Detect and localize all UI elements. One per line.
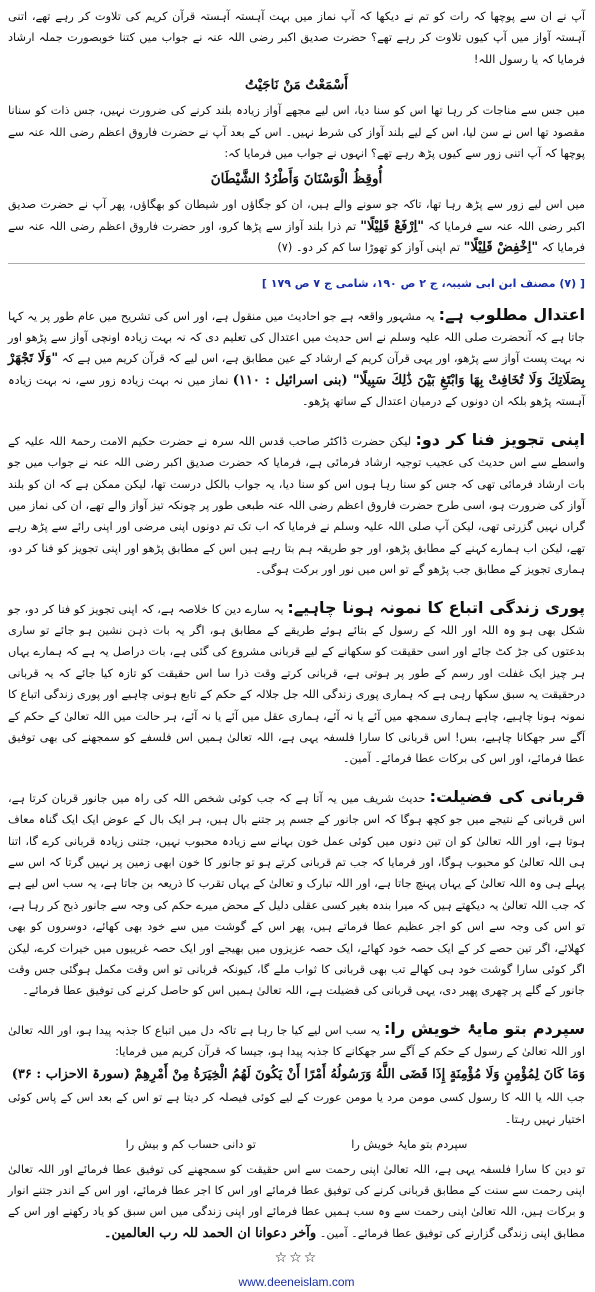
footnote-divider xyxy=(8,263,585,264)
footnote-reference: [ (۷) مصنف ابن ابی شیبہ، ج ۲ ص ۱۹۰، شامی ج ۷ ص ۱۷۹ ] xyxy=(261,276,585,290)
final-text: تو دین کا سارا فلسفہ یہی ہے، اللہ تعالیٰ اپنی رحمت سے اس حقیقت کو سمجھنے کی توفیق عطا فرمائے اور اللہ تعالیٰ اپنی رحمت سے سنت کے مطابق قربانی کرنے کی توفیق عطا فرمائے اور اس کا اجر عطا فرمائے، اور اس کے اندر جتنے انوار و برکات ہیں، اللہ تعالیٰ اپنی رحمت سے وہ سب ہمیں عطا فرمائے اور اپنی زندگی میں اس سبق کو یاد رکھنے اور اس کے مطابق اپنی زندگی گزارنے کی توفیق عطا فرمائے۔ آمین۔ xyxy=(8,1162,585,1240)
section-fazilat xyxy=(8,786,585,1002)
paragraph-3-text-c: تم اپنی آواز کو تھوڑا سا کم کر دو۔ (۷) xyxy=(277,241,461,255)
etidal-verse: "وَلَا تَجْهَرْ بِصَلَاتِكَ وَلَا تُخَافِتْ بِهَا وَابْتَغِ بَيْنَ ذَٰلِكَ سَبِيلًا" (بنی اسرائیل : ۱۱۰) xyxy=(8,351,586,388)
arabic-quote-2: أُوقِظُ الْوَسْنَانَ وَأَطْرُدُ الشَّيْطَانَ xyxy=(210,171,383,188)
section-etidal xyxy=(8,304,585,413)
section-tajweez xyxy=(8,429,585,581)
heading-tajweez: اپنی تجویز فنا کر دو: xyxy=(415,429,586,449)
persian-couplet xyxy=(8,1131,585,1159)
sar-text: یہ سب اس لیے کیا جا رہا ہے تاکہ دل میں اتباع کا جذبہ پیدا ہو، اور اللہ تعالیٰ اور اللہ تعالیٰ کے رسول کے حکم کے آگے سر جھکانے کا جذبہ پیدا ہو، جیسا کہ قرآن کریم میں فرمایا: xyxy=(8,1023,585,1059)
etidal-text-b: نماز میں نہ بہت زیادہ زور سے، نہ بہت زیادہ آہستہ پڑھو بلکہ ان دونوں کے درمیان اعتدال کے ساتھ پڑھو۔ xyxy=(8,373,585,409)
heading-sar: سپردم بتو مایۂ خویش را: xyxy=(383,1018,585,1038)
section-ittiba xyxy=(8,597,585,770)
heading-etidal: اعتدال مطلوب ہے: xyxy=(438,304,585,324)
section-sar xyxy=(8,1018,585,1063)
paragraph-3 xyxy=(8,194,585,258)
heading-ittiba: پوری زندگی اتباع کا نمونہ ہونا چاہیے: xyxy=(287,597,585,617)
etidal-text-a: یہ مشہور واقعہ ہے جو احادیث میں منقول ہے، اور اس کی تشریح میں عام طور پر یہ کہا جاتا ہے کہ آنحضرت صلی اللہ علیہ وسلم نے اس حدیث میں اعتدال کی تعلیم دی کہ نہ بہت زیادہ اونچی آواز سے پڑھو اور نہ بہت پست آواز سے پڑھو، اور یہی قرآن کریم کے ارشاد کے عین مطابق ہے، اس لیے کہ قرآن کریم میں ہے کہ xyxy=(8,309,585,366)
final-paragraph xyxy=(8,1159,585,1245)
couplet-line-2: تو دانی حساب کم و بیش را xyxy=(125,1137,256,1151)
paragraph-3-text-b: تم ذرا بلند آواز سے پڑھا کرو، اور حضرت فاروق اعظم رضی اللہ عنہ سے فرمایا کہ xyxy=(8,219,585,255)
ittiba-text: یہ سارے دین کا خلاصہ ہے، کہ اپنی تجویز کو فنا کر دو، جو شکل بھی ہو وہ اللہ اور اللہ کے رسول کے بتائے ہوئے طریقے کے مطابق ہو، اگر یہ بات ذہن نشین ہو جائے تو ساری بدعتوں کی جڑ کٹ جائے اور اسی حقیقت کو سکھانے کے لیے قربانی مشروع کی گئی ہے، بات دراصل یہ ہے کہ ہمارے یہاں ہر چیز ایک غفلت اور رسم کے طور پر ہوتی ہے، قربانی کرتے وقت ذرا سا اس حقیقت کو تازہ کیا جائے کہ یہ قربانی درحقیقت یہ سبق سکھا رہی ہے کہ ہماری پوری زندگی اللہ جل جلالہ کے حکم کے تابع ہونی چاہیے اور پوری زندگی اتباع کا نمونہ ہونا چاہیے، چاہے ہماری سمجھ میں آئے یا نہ آئے، ہماری عقل میں آئے یا نہ آئے، ہر حالت میں اللہ تعالیٰ کے حکم کے آگے سر جھکانا چاہیے، بس! اس قربانی کا سارا فلسفہ یہی ہے، اللہ تعالیٰ ہمیں اس فلسفے کو سمجھنے کی بھی توفیق عطا فرمائے، اور اس کی برکات عطا فرمائے۔ آمین۔ xyxy=(8,602,585,766)
heading-fazilat: قربانی کی فضیلت: xyxy=(429,786,585,806)
closing-dua: وآخر دعوانا ان الحمد للہ رب العالمین۔ xyxy=(103,1225,317,1241)
couplet-line-1: سپردم بتو مایۂ خویش را xyxy=(351,1137,468,1151)
tajweez-text: لیکن حضرت ڈاکٹر صاحب قدس اللہ سرہ نے حضرت حکیم الامت رحمۃ اللہ علیہ کے واسطے سے اس حدیث کی عجیب توجیہ ارشاد فرمائی ہے، فرمایا کہ حضرت صدیق اکبر رضی اللہ عنہ نے جواب میں جو بات ارشاد فرمائی تھی کہ جس کو سنا رہا ہوں اس کو سنا دیا، یہ جواب بالکل درست تھا، لیکن ممکن ہے کہ ان کو بلند آواز کی ضرورت ہو، اسی طرح حضرت فاروق اعظم رضی اللہ عنہ طبعی طور پر چونکہ تیز آواز والے تھے، ان کی نماز میں گراں نہیں گزرتی تھی، لیکن آپ صلی اللہ علیہ وسلم نے فرمایا کہ اب تک تم دونوں اپنی مرضی اور اپنی رائے سے پڑھ رہے تھے، لیکن اب ہمارے کہنے کے مطابق پڑھو، اور جو طریقہ ہم بتا رہے ہیں اس کے مطابق پڑھو اور اپنی تجویز کو فنا کر دو، ہماری تجویز کے مطابق جب پڑھو گے تو اس میں نور اور برکت ہوگی۔ xyxy=(8,434,585,577)
arabic-quote-1: أَسْمَعْتُ مَنْ نَاجَيْتُ xyxy=(244,77,349,94)
ahzab-verse: وَمَا كَانَ لِمُؤْمِنٍ وَلَا مُؤْمِنَةٍ إِذَا قَضَى اللَّهُ وَرَسُولُهُ أَمْرًا أَنْ يَكُونَ لَهُمُ الْخِيَرَةُ مِنْ أَمْرِهِمْ (سورۃ الاحزاب : ۳۶) xyxy=(11,1066,585,1082)
stars-divider: ☆☆☆ xyxy=(274,1250,319,1267)
paragraph-3-text-a: میں اس لیے زور سے پڑھ رہا تھا، تاکہ جو سونے والے ہیں، ان کو جگاؤں اور شیطان کو بھگاؤں، پھر آپ نے حضرت صدیق اکبر رضی اللہ عنہ سے فرمایا کہ xyxy=(8,198,586,233)
fazilat-text: حدیث شریف میں یہ آتا ہے کہ جب کوئی شخص اللہ کی راہ میں جانور قربان کرتا ہے، اس قربانی کے نتیجے میں جو کچھ ہوگا کہ اس جانور کے جسم پر جتنے بال ہیں، ہر ایک بال کے عوض ایک ایک گناہ معاف ہوتا ہے، اور اللہ تعالیٰ کو ان تین دنوں میں کوئی عمل خون بہانے سے زیادہ محبوب نہیں، جتنی زیادہ قربانی کرے گا، اتنا ہی اللہ تعالیٰ کو محبوب ہوگا، اور فرمایا کہ جب تم قربانی کرتے ہو تو جانور کا خون ابھی زمین پر نہیں گرتا کہ اس سے پہلے ہی وہ اللہ تعالیٰ کے یہاں پہنچ جاتا ہے، اور اللہ تبارک و تعالیٰ کے یہاں تقرب کا ذریعہ بن جاتا ہے، یہ سب اس لیے ہے کہ جب اللہ تعالیٰ یہ دیکھتے ہیں کہ میرا بندہ بغیر کسی عقلی دلیل کے محض میرے حکم کی وجہ سے جانور ذبح کر رہا ہے، تو اس کی وجہ سے اس کو اجر عظیم عطا فرماتے ہیں، پھر اس کے گوشت میں سے خود بھی کھائے، دوسروں کو بھی کھلائے، اگر تین حصے کر کے ایک حصہ خود کھائے، ایک حصہ عزیزوں میں بھیجے اور ایک حصہ غریبوں میں خیرات کرے، لیکن اگر کوئی سارا گوشت خود ہی کھالے تب بھی قربانی کا ثواب ملے گا، کیونکہ قربانی تو اس وقت مکمل ہوگئی جس وقت جانور کے گلے پر چھری پھیر دی، یہی قربانی کی فضیلت ہے، اللہ تعالیٰ ہمیں اس کو حاصل کرنے کی توفیق عطا فرمائے۔ xyxy=(8,791,585,998)
intro-paragraph: آپ نے ان سے پوچھا کہ رات کو تم نے دیکھا کہ آپ نماز میں بہت آہستہ آہستہ قرآن کریم کی تلاوت کر رہے تھے، اتنی آہستہ آواز میں آپ کیوں تلاوت کر رہے تھے؟ حضرت صدیق اکبر رضی اللہ عنہ نے جواب میں کتنا خوبصورت جملہ ارشاد فرمایا کہ یا رسول اللہ! xyxy=(8,10,585,66)
website-link[interactable]: www.deeneislam.com xyxy=(238,1275,355,1290)
paragraph-2: میں جس سے مناجات کر رہا تھا اس کو سنا دیا، اس لیے مجھے آواز زیادہ بلند کرنے کی ضرورت نہیں، جس ذات کو سنانا مقصود تھا اس نے سن لیا، اس کے لیے بلند آواز کی شرط نہیں۔ اس کے بعد آپ نے حضرت فاروق اعظم رضی اللہ عنہ سے پوچھا کہ آپ اتنی زور سے کیوں پڑھ رہے تھے؟ انہوں نے جواب میں فرمایا کہ: xyxy=(8,104,585,161)
paragraph-3-arabic-b: "اِخْفِضْ قَلِيْلًا" xyxy=(463,240,539,256)
paragraph-3-arabic-a: "اِرْفَعْ قَلِيْلًا" xyxy=(360,218,425,234)
ahzab-translation: جب اللہ یا اللہ کا رسول کسی مومن مرد یا مومن عورت کے لیے کوئی فیصلہ کر دیتا ہے تو اس کے بعد اس کے پاس کوئی اختیار نہیں رہتا۔ xyxy=(8,1090,585,1126)
